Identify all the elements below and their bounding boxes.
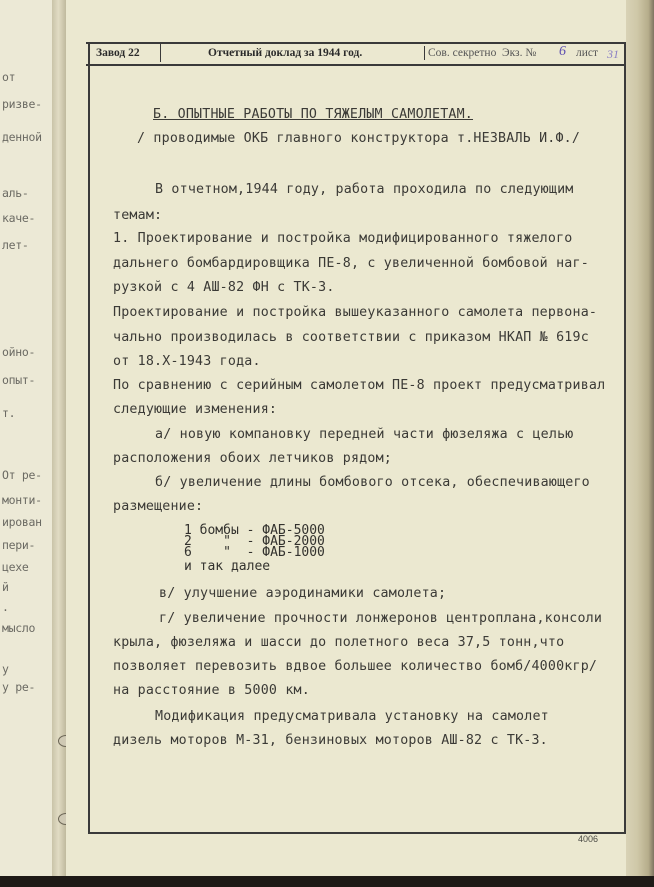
paragraph-line: крыла, фюзеляжа и шасси до полетного веса 37,5 тонн,что	[113, 635, 565, 650]
paragraph-line: следующие изменения:	[113, 402, 278, 417]
paragraph-line: от 18.Х-1943 года.	[113, 354, 261, 369]
left-page-fragment: у	[2, 662, 9, 676]
archive-number: 4006	[578, 834, 599, 844]
paragraph-line: размещение:	[113, 499, 204, 514]
copy-number: 6	[559, 44, 566, 59]
left-page-fragment: каче-	[2, 211, 36, 225]
paragraph-line: Модификация предусматривала установку на самолет	[155, 709, 549, 724]
plant-label: Завод 22	[96, 47, 140, 59]
left-page-fragment: пери-	[2, 538, 36, 552]
left-page-fragment: аль-	[2, 186, 29, 200]
report-title: Отчетный доклад за 1944 год.	[208, 47, 363, 59]
left-page-fragment: ойно-	[2, 345, 36, 359]
paragraph-line: а/ новую компановку передней части фюзеляжа с целью	[155, 427, 574, 442]
left-page-fragment: опыт-	[2, 373, 36, 387]
section-subheading: / проводимые ОКБ главного конструктора т.НЕЗВАЛЬ И.Ф./	[137, 131, 581, 146]
classification-label: Сов. секретно	[428, 47, 497, 59]
left-page-fragment: цехе	[2, 560, 29, 574]
left-page-fragment: мысло	[2, 621, 36, 635]
paragraph-line: расположения обоих летчиков рядом;	[113, 451, 392, 466]
sheet-number: 31	[607, 47, 619, 61]
left-page-fragment: От ре-	[2, 468, 42, 482]
left-page-fragment: лет-	[2, 238, 29, 252]
left-page-fragment: ирован	[2, 515, 42, 529]
paragraph-line: г/ увеличение прочности лонжеронов центроплана,консоли	[159, 611, 603, 626]
section-heading: Б. ОПЫТНЫЕ РАБОТЫ ПО ТЯЖЕЛЫМ САМОЛЕТАМ.	[153, 107, 474, 122]
bomb-list-item: 1 бомбы - ФАБ-5000	[184, 523, 325, 538]
paragraph-line: в/ улучшение аэродинамики самолета;	[159, 586, 447, 601]
header-divider	[424, 46, 425, 60]
paragraph-line: б/ увеличение длины бомбового отсека, обеспечивающего	[155, 475, 590, 490]
paragraph-line: позволяет перевозить вдвое большее количество бомб/4000кгр/	[113, 659, 598, 674]
form-header	[86, 42, 626, 66]
left-page-fragment: ризве-	[2, 97, 42, 111]
document-page	[66, 0, 626, 878]
paragraph-line: чально производилась в соответствии с приказом НКАП № 619с	[113, 330, 589, 345]
left-page-fragment: й	[2, 580, 9, 594]
sheet-label: лист	[576, 47, 599, 59]
paragraph-line: дальнего бомбардировщика ПЕ-8, с увеличенной бомбовой наг-	[113, 256, 589, 271]
paragraph-line: По сравнению с серийным самолетом ПЕ-8 проект предусматривал	[113, 378, 606, 393]
paragraph-line: на расстояние в 5000 км.	[113, 683, 310, 698]
bottom-shadow	[0, 876, 654, 887]
bomb-list	[184, 525, 325, 572]
left-page-fragment: т.	[2, 406, 16, 420]
header-divider	[160, 44, 161, 62]
copy-label: Экз. №	[502, 47, 537, 59]
paragraph-line: В отчетном,1944 году, работа проходила по следующим	[155, 182, 574, 197]
paragraph-line: Проектирование и постройка вышеуказанного самолета первона-	[113, 305, 598, 320]
bomb-list-item: и так далее	[184, 559, 271, 574]
left-page-fragment: монти-	[2, 493, 42, 507]
paragraph-line: темам:	[113, 208, 163, 223]
left-page-fragment: .	[2, 600, 9, 614]
bomb-list-item: 6 " - ФАБ-1000	[184, 545, 325, 560]
bomb-list-item: 2 " - ФАБ-2000	[184, 534, 325, 549]
left-page-fragment: у ре-	[2, 680, 36, 694]
left-page-fragment: денной	[2, 130, 42, 144]
left-page-fragment: от	[2, 70, 16, 84]
paragraph-line: рузкой с 4 АШ-82 ФН с ТК-3.	[113, 280, 335, 295]
page-stack-edge	[626, 0, 654, 878]
previous-page	[0, 0, 53, 880]
paragraph-line: дизель моторов М-31, бензиновых моторов АШ-82 с ТК-3.	[113, 733, 548, 748]
paragraph-line: 1. Проектирование и постройка модифицированного тяжелого	[113, 231, 573, 246]
